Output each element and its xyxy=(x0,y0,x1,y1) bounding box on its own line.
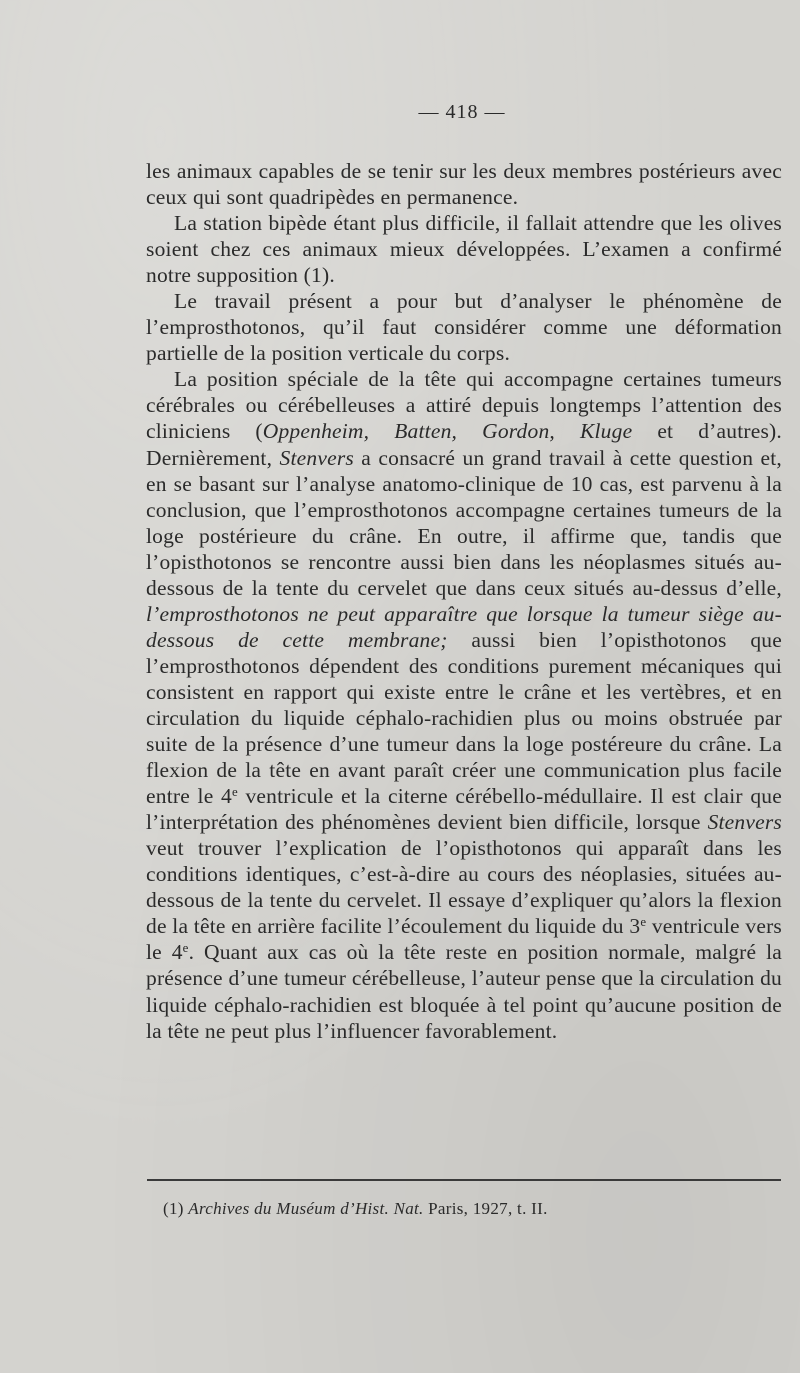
italic-text: Oppenheim, Batten, Gordon, Kluge xyxy=(262,419,633,444)
superscript: e xyxy=(182,941,189,956)
footnote-details: Paris, 1927, t. II. xyxy=(423,1199,548,1218)
italic-text: Stenvers xyxy=(279,445,354,470)
superscript: e xyxy=(231,785,238,800)
italic-text: l’emprosthotonos ne peut apparaître que lorsque la tumeur siège au-dessous de cette membrane; xyxy=(146,601,782,652)
footnote-source: Archives du Muséum d’Hist. Nat. xyxy=(188,1199,424,1218)
text-segment: Le travail présent a pour but d’analyser le phénomène de l’emprosthotonos, qu’il faut considérer comme une déformation partielle de la position verticale du corps. xyxy=(146,289,782,366)
text-segment: aussi bien l’opisthotonos que l’emprosthotonos dépendent des conditions purement mécaniques qui consistent en rapport qui existe entre le crâne et les vertèbres, et en circulation du liquide céphalo-rachidien plus ou moins obstruée par suite de la présence d’une tumeur dans la loge postéreure du crâne. La flexion de la tête en avant paraît créer une communication plus facile entre le 4 xyxy=(146,627,782,809)
italic-text: Stenvers xyxy=(707,810,782,835)
body-text xyxy=(146,158,782,1044)
footnote-number: (1) xyxy=(163,1199,184,1218)
superscript: e xyxy=(640,915,647,930)
paragraph xyxy=(146,158,782,210)
text-segment: les animaux capables de se tenir sur les deux membres postérieurs avec ceux qui sont quadripèdes en permanence. xyxy=(146,159,782,210)
text-segment: ventricule vers le 4 xyxy=(146,914,782,965)
text-segment: . Quant aux cas où la tête reste en position normale, malgré la présence d’une tumeur cérébelleuse, l’auteur pense que la circulation du liquide céphalo-rachidien est bloquée à tel point qu’aucune position de la tête ne peut plus l’influencer favorablement. xyxy=(146,940,782,1043)
paragraph xyxy=(146,366,782,1043)
paragraph xyxy=(146,210,782,288)
paragraph xyxy=(146,288,782,366)
text-segment: La position spéciale de la tête qui accompagne certaines tumeurs cérébrales ou cérébelleuses a attiré depuis longtemps l’attention des cliniciens ( xyxy=(146,367,782,444)
page-number: — 418 — xyxy=(418,101,506,123)
text-segment: a consacré un grand travail à cette question et, en se basant sur l’analyse anatomo-clinique de 10 cas, est parvenu à la conclusion, que l’emprosthotonos accompagne certaines tumeurs de la loge postérieure du crâne. En outre, il affirme que, tandis que l’opisthotonos se rencontre aussi bien dans les néoplasmes situés au-dessous de la tente du cervelet que dans ceux situés au-dessus d’elle, xyxy=(146,445,782,600)
text-segment: ventricule et la citerne cérébello-médullaire. Il est clair que l’interprétation des phénomènes devient bien difficile, lorsque xyxy=(146,784,782,835)
text-segment: La station bipède étant plus difficile, il fallait attendre que les olives soient chez ces animaux mieux développées. L’examen a confirmé notre supposition (1). xyxy=(146,211,782,288)
footnote xyxy=(163,1198,773,1220)
text-segment: et d’autres). Dernièrement, xyxy=(146,419,782,470)
text-segment: veut trouver l’explication de l’opisthotonos qui apparaît dans les conditions identiques, c’est-à-dire au cours des néoplasies, situées au-dessous de la tente du cervelet. Il essaye d’expliquer qu’alors la flexion de la tête en arrière facilite l’écoulement du liquide du 3 xyxy=(146,836,782,939)
footnote-separator xyxy=(147,1179,781,1181)
